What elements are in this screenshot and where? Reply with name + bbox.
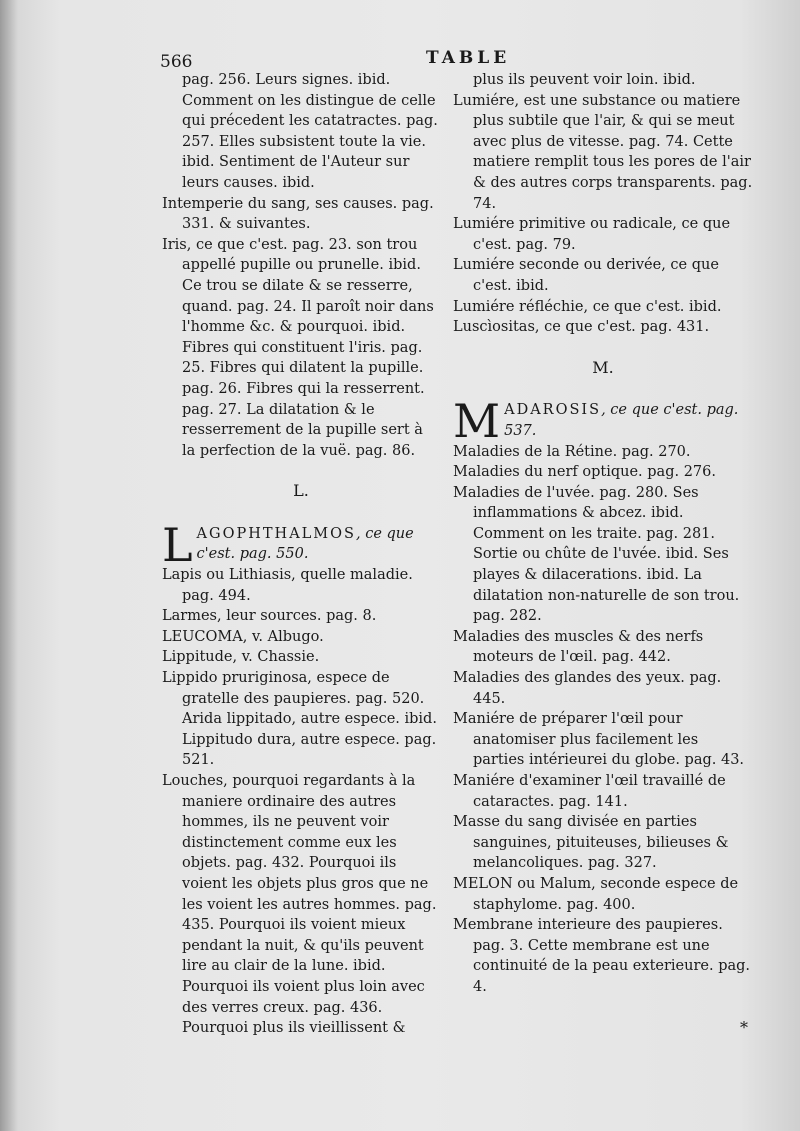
signature-mark: *: [740, 1018, 748, 1037]
index-entry: MELON ou Malum, seconde espece de staphylome. pag. 400.: [453, 875, 739, 913]
index-entry: Maniére d'examiner l'œil travaillé de cataractes. pag. 141.: [453, 773, 726, 810]
index-entry: Luscìositas, ce que c'est. pag. 431.: [453, 319, 710, 336]
running-head: TABLE: [426, 48, 511, 68]
index-entry: Lumiére, est une substance ou matiere plus subtile que l'air, & qui se meut avec plus de vitesse. pag. 74. Cette matiere remplit tous les pores de l'air & des autres corps transparents. pag. 74.: [453, 92, 753, 212]
section-letter-m: M.: [592, 357, 614, 377]
index-entry: Lumiére réfléchie, ce que c'est. ibid.: [453, 298, 722, 315]
index-entry: Louches, pourquoi regardants à la maniere ordinaire des autres hommes, ils ne peuvent voir distinctement comme eux les objets. pag. 432. Pourquoi ils voient les objets plus gros que ne les voient les autres hommes. pag. 435. Pourquoi ils voient mieux pendant la nuit, & qu'ils peuvent lire au clair de la lune. ibid. Pourquoi ils voient plus loin avec des verres creux. pag. 436. Pourquoi plus ils vieillissent &: [162, 773, 437, 1037]
index-entry: Lumiére primitive ou radicale, ce que c'est. pag. 79.: [453, 216, 731, 253]
drop-cap: L: [162, 517, 193, 572]
right-column: [453, 70, 753, 998]
index-entry: Maladies des glandes des yeux. pag. 445.: [453, 670, 722, 707]
index-entry: Intemperie du sang, ses causes. pag. 331. & suivantes.: [162, 195, 434, 233]
continued-entry: pag. 256. Leurs signes. ibid. Comment on les distingue de celle qui précedent les catatractes. pag. 257. Elles subsistent toute la vie. ibid. Sentiment de l'Auteur sur leurs causes. ibid.: [182, 72, 438, 191]
index-entry: Lapis ou Lithiasis, quelle maladie. pag. 494.: [162, 567, 413, 604]
index-entry: LEUCOMA, v. Albugo.: [162, 628, 324, 645]
page-number: 566: [160, 52, 193, 72]
index-entry: Larmes, leur sources. pag. 8.: [162, 608, 377, 625]
index-entry: Maladies des muscles & des nerfs moteurs de l'œil. pag. 442.: [453, 628, 704, 666]
index-entry-first: [453, 394, 753, 449]
drop-cap: M: [453, 394, 501, 449]
left-column: [162, 70, 440, 1039]
index-entry: Masse du sang divisée en parties sanguines, pituiteuses, bilieuses & melancoliques. pag. 327.: [453, 814, 729, 872]
section-letter-l: L.: [293, 481, 309, 501]
index-entry: Lippido pruriginosa, espece de gratelle des paupieres. pag. 520. Arida lippitado, autre espece. ibid. Lippitudo dura, autre espece. pag. 521.: [162, 670, 437, 769]
index-entry: Maladies de la Rétine. pag. 270.: [453, 443, 691, 460]
index-entry: Maniére de préparer l'œil pour anatomiser plus facilement les parties intérieurei du globe. pag. 43.: [453, 711, 745, 769]
headword: AGOPHTHALMOS: [196, 525, 356, 542]
index-entry: Membrane interieure des paupieres. pag. 3. Cette membrane est une continuité de la peau exterieure. pag. 4.: [453, 917, 751, 995]
headword: ADAROSIS: [504, 402, 602, 419]
index-entry: Iris, ce que c'est. pag. 23. son trou appellé pupille ou prunelle. ibid. Ce trou se dilate & se resserre, quand. pag. 24. Il paroît noir dans l'homme &c. & pourquoi. ibid. Fibres qui constituent l'iris. pag. 25. Fibres qui dilatent la pupille. pag. 26. Fibres qui la resserrent. pag. 27. La dilatation & le resserrement de la pupille sert à la perfection de la vuë. pag. 86.: [162, 236, 434, 459]
index-entry: Maladies de l'uvée. pag. 280. Ses inflammations & abcez. ibid. Comment on les traite. pag. 281. Sortie ou chûte de l'uvée. ibid. Ses playes & dilacerations. ibid. La dilatation non-naturelle de son trou. pag. 282.: [453, 484, 740, 625]
entry-tail: , ce que c'est. pag. 537.: [504, 402, 739, 439]
index-entry: Lumiére seconde ou derivée, ce que c'est. ibid.: [453, 257, 719, 294]
entry-tail: , ce que c'est. pag. 550.: [196, 525, 414, 563]
index-entry-first: [162, 517, 440, 572]
index-entry: Maladies du nerf optique. pag. 276.: [453, 464, 716, 481]
continued-entry: plus ils peuvent voir loin. ibid.: [473, 72, 696, 88]
index-entry: Lippitude, v. Chassie.: [162, 649, 320, 666]
